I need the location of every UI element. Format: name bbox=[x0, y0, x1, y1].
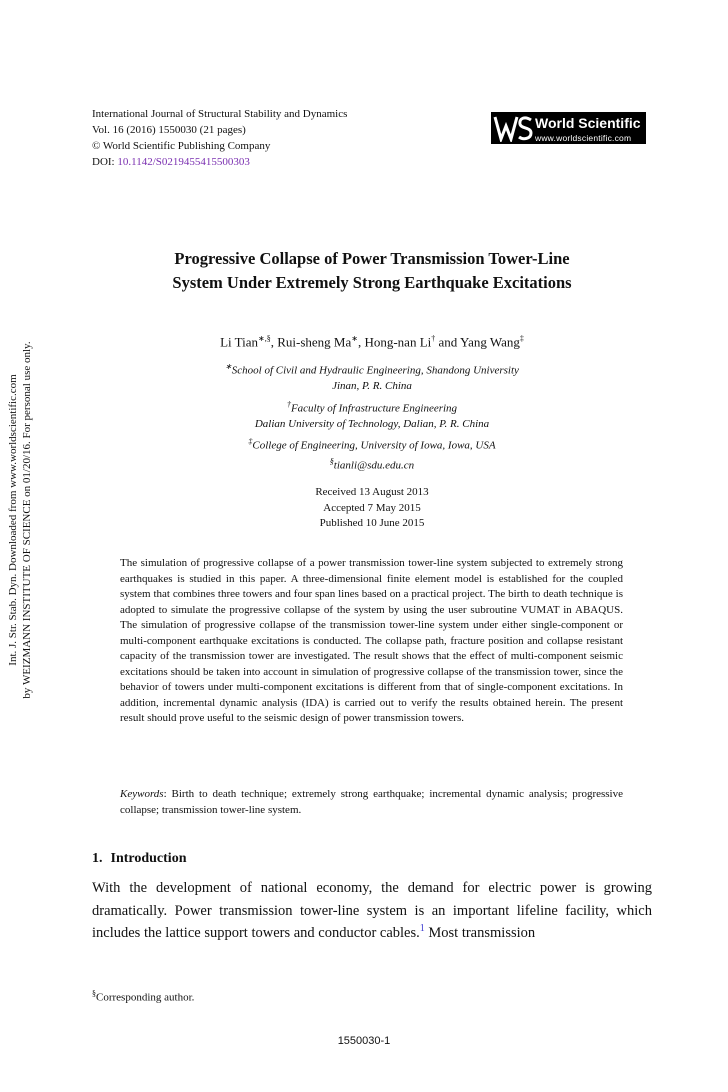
author-1: Li Tian bbox=[220, 334, 259, 350]
affil-section-mark: § bbox=[329, 456, 334, 466]
keywords bbox=[120, 787, 623, 818]
journal-name: International Journal of Structural Stability and Dynamics bbox=[92, 108, 348, 120]
affil-dagger-line-1: Faculty of Infrastructure Engineering bbox=[290, 402, 458, 415]
author-2: , Rui-sheng Ma bbox=[270, 334, 352, 350]
keywords-label: Keywords bbox=[120, 788, 164, 800]
affiliation-shandong bbox=[92, 359, 652, 394]
author-3-marks: † bbox=[431, 334, 436, 343]
intro-text: With the development of national economy, the demand for electric power is growing dramatically. Power transmission tower-line system is an important lifeline facility, which includes the lattice support towers and conductor cables. bbox=[92, 880, 652, 941]
side-note-line-1: Int. J. Str. Stab. Dyn. Downloaded from www.worldscientific.com bbox=[7, 374, 19, 666]
title-line-1: Progressive Collapse of Power Transmission Tower-Line bbox=[174, 249, 570, 268]
title-line-2: System Under Extremely Strong Earthquake Excitations bbox=[172, 273, 572, 292]
affil-dagger-mark: † bbox=[286, 400, 291, 409]
publisher-name: World Scientific bbox=[535, 115, 641, 131]
citation-link[interactable]: 1 bbox=[419, 923, 425, 935]
date-received: Received 13 August 2013 bbox=[315, 486, 429, 498]
keywords-text: : Birth to death technique; extremely strong earthquake; incremental dynamic analysis; progressive collapse; transmission tower-line system. bbox=[120, 788, 623, 816]
affil-ddagger-mark: ‡ bbox=[248, 437, 253, 446]
author-4: and Yang Wang bbox=[435, 334, 520, 350]
page-number: 1550030-1 bbox=[337, 1035, 391, 1047]
date-accepted: Accepted 7 May 2015 bbox=[323, 501, 421, 514]
world-scientific-logo-icon bbox=[493, 114, 533, 142]
affil-ddagger-line-1: College of Engineering, University of Iowa, Iowa, USA bbox=[252, 439, 496, 452]
author-4-marks: ‡ bbox=[519, 334, 524, 343]
introduction-paragraph bbox=[92, 877, 652, 945]
journal-doi-line bbox=[92, 154, 347, 170]
author-3: , Hong-nan Li bbox=[357, 334, 432, 350]
affil-star-line-1: School of Civil and Hydraulic Engineering, Shandong University bbox=[231, 364, 519, 377]
corresponding-email[interactable]: tianli@sdu.edu.cn bbox=[333, 459, 415, 472]
affiliation-iowa bbox=[92, 434, 652, 473]
paper-title bbox=[92, 247, 652, 295]
intro-text-continued: Most transmission bbox=[424, 925, 536, 941]
footnote-text: Corresponding author. bbox=[96, 991, 195, 1004]
affiliation-dalian bbox=[92, 397, 652, 432]
affil-star-line-2: Jinan, P. R. China bbox=[332, 379, 412, 392]
section-heading-introduction bbox=[92, 851, 186, 867]
section-title: Introduction bbox=[110, 851, 187, 866]
footnote-mark: § bbox=[92, 989, 96, 998]
download-side-note bbox=[6, 340, 34, 700]
abstract: The simulation of progressive collapse of a power transmission tower-line system subjected to extremely strong earthquakes is studied in this paper. A three-dimensional finite element model is established for the coupled system that combines three towers and four span lines based on a practical project. The birth to death technique is adopted to simulate the progressive collapse of the system by using the user subroutine VUMAT in ABAQUS. The simulation of progressive collapse of the transmission tower-line system under either single-component or multi-component earthquake excitations is conducted. The collapse path, fracture position and collapse resistant capacity of the transmission tower are investigated. The result shows that the effect of multi-component seismic excitations should be taken into account in simulation of progressive collapse of the transmission tower, since the behavior of towers under multi-component excitations is different from that of single-component excitations. In addition, incremental dynamic analysis (IDA) is carried out to verify the results obtained herein. The present result should prove useful to the seismic design of power transmission towers. bbox=[120, 557, 623, 724]
author-1-marks: ∗,§ bbox=[258, 334, 271, 343]
date-published: Published 10 June 2015 bbox=[319, 517, 425, 529]
footnote bbox=[92, 989, 194, 1004]
section-number: 1. bbox=[92, 851, 103, 866]
doi-label: DOI: bbox=[92, 156, 115, 168]
journal-header bbox=[92, 106, 347, 170]
author-2-marks: ∗ bbox=[351, 334, 358, 343]
publisher-logo bbox=[491, 112, 646, 144]
side-note-line-2: by WEIZMANN INSTITUTE OF SCIENCE on 01/20/16. For personal use only. bbox=[21, 341, 33, 699]
publisher-url: www.worldscientific.com bbox=[535, 133, 632, 143]
journal-copyright: © World Scientific Publishing Company bbox=[92, 140, 271, 152]
affil-star-mark: ∗ bbox=[225, 362, 232, 371]
doi-link[interactable]: 10.1142/S0219455415500303 bbox=[117, 156, 250, 168]
affil-dagger-line-2: Dalian University of Technology, Dalian, P. R. China bbox=[254, 417, 490, 430]
journal-volume: Vol. 16 (2016) 1550030 (21 pages) bbox=[92, 124, 246, 136]
author-list bbox=[92, 334, 652, 350]
publication-dates bbox=[92, 485, 652, 532]
